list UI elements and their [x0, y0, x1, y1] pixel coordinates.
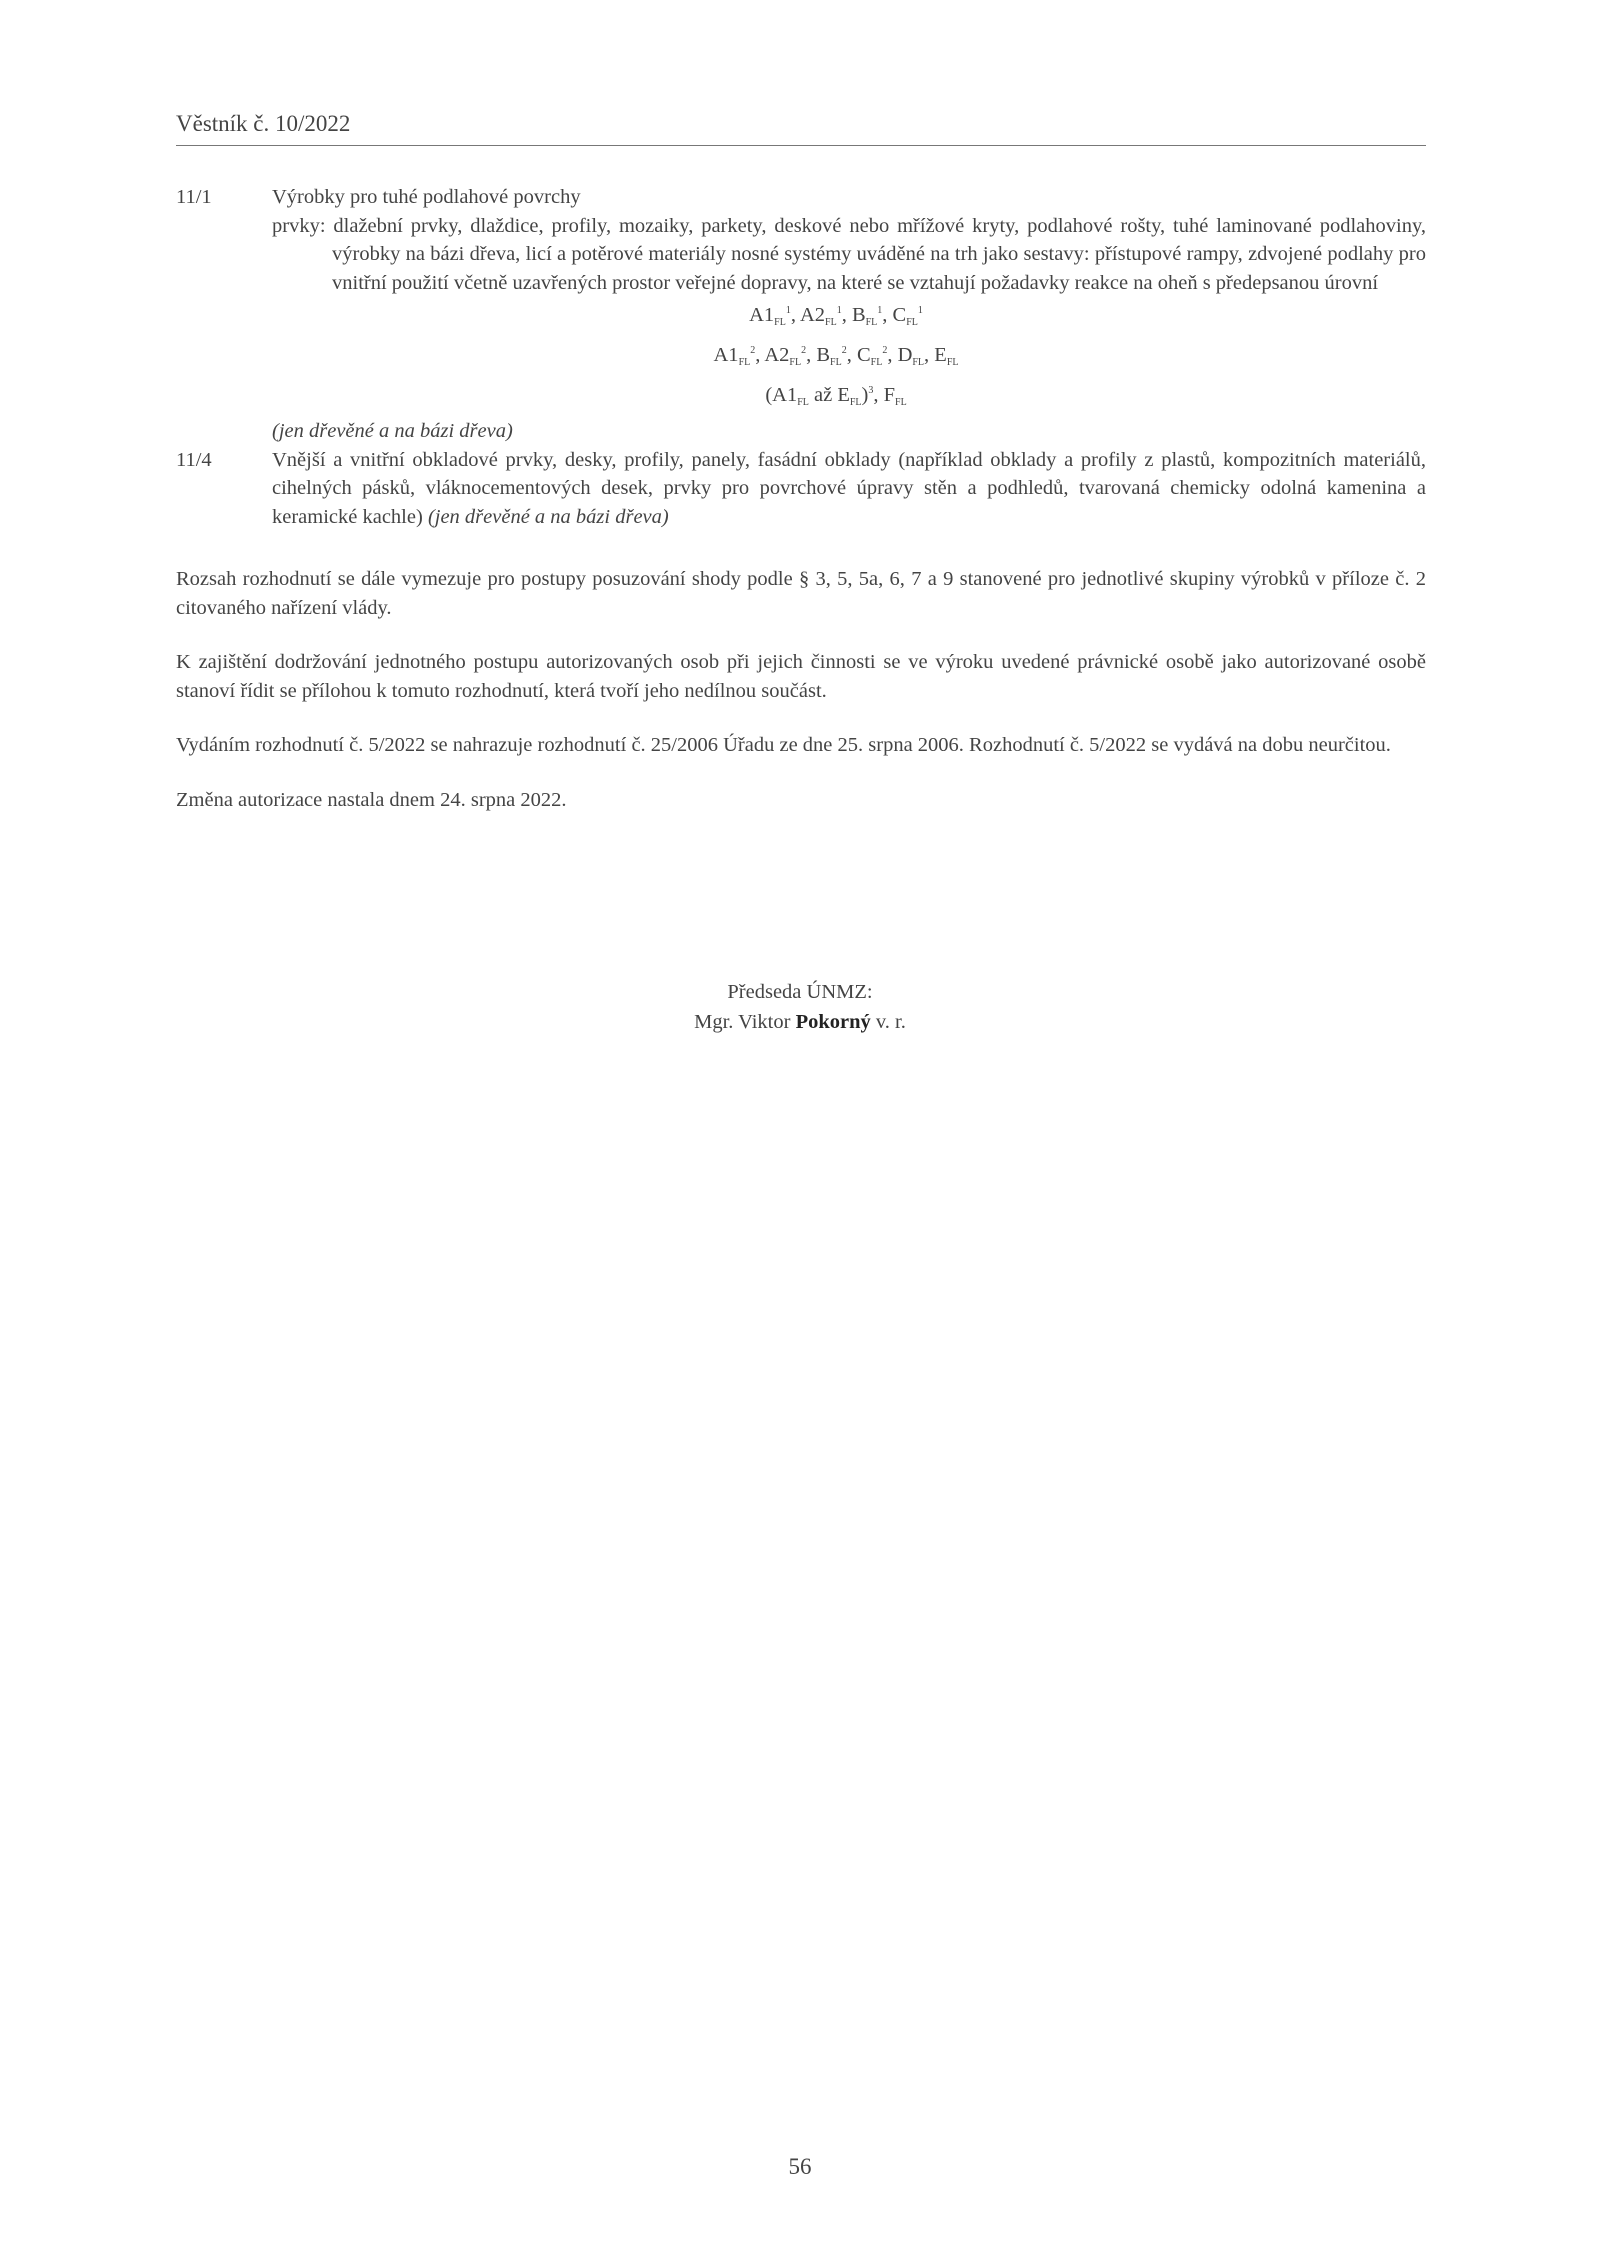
class-entry: $C_{FL}^2$,: [856, 344, 898, 368]
signature-name: Mgr. Viktor Pokorný v. r.: [694, 1011, 906, 1033]
class-entry: $B_{FL}^2$,: [816, 344, 857, 368]
item-code: 11/4: [176, 448, 212, 471]
product-group-item: [176, 446, 1426, 532]
item-text: Vnější a vnitřní obkladové prvky, desky, profily, panely, fasádní obklady (například obklady a profily z plastů, kompozitních materiálů, cihelných pásků, vláknocementových desek, prvky pro povrchové úpravy stěn a podhledů, tvarovaná chemicky odolná kamenina a keramické kachle): [272, 448, 1426, 528]
class-entry: $A1_{FL}^2$,: [713, 344, 765, 368]
class-row-3: ($A1_{FL}$ až $E_{FL})^3$, $F_{FL}$: [765, 384, 907, 408]
item-description: prvky: dlažební prvky, dlaždice, profily, mozaiky, parkety, deskové nebo mřížové kryty, podlahové rošty, tuhé laminované podlahoviny, výrobky na bázi dřeva, licí a potěrové materiály nosné systémy uváděné na trh jako sestavy: přístupové rampy, zdvojené podlahy pro vnitřní použití včetně uzavřených prostor veřejné dopravy, na které se vztahují požadavky reakce na oheň s předepsanou úrovní: [272, 214, 1426, 294]
class-entry: $A1_{FL}^1$,: [749, 304, 800, 328]
class-entry: $A2_{FL}^2$,: [764, 344, 817, 368]
paragraph-replacement: Vydáním rozhodnutí č. 5/2022 se nahrazuje rozhodnutí č. 25/2006 Úřadu ze dne 25. srpna 2006. Rozhodnutí č. 5/2022 se vydává na dobu neurčitou.: [176, 734, 1391, 756]
item-title: Výrobky pro tuhé podlahové povrchy: [272, 186, 581, 208]
item-content: [272, 446, 1426, 532]
paragraph-change-date: Změna autorizace nastala dnem 24. srpna 2022.: [176, 788, 567, 811]
page-number: 56: [788, 2154, 812, 2179]
item-code: 11/1: [176, 186, 212, 208]
signature-block: [0, 977, 1600, 1037]
fire-reaction-classes: [272, 297, 1426, 417]
paragraph-procedure: K zajištění dodržování jednotného postupu autorizovaných osob při jejich činnosti se ve výroku uvedené právnické osobě jako autorizované osobě stanoví řídit se přílohou k tomuto rozhodnutí, která tvoří jeho nedílnou součást.: [176, 651, 1426, 702]
paragraph-scope: Rozsah rozhodnutí se dále vymezuje pro postupy posuzování shody podle § 3, 5, 5a, 6, 7 a 9 stanovené pro jednotlivé skupiny výrobků v příloze č. 2 citovaného nařízení vlády.: [176, 568, 1426, 619]
page-header: Věstník č. 10/2022: [176, 111, 351, 136]
signature-role: Předseda ÚNMZ:: [727, 981, 873, 1003]
signature-surname: Pokorný: [795, 1011, 871, 1033]
class-entry: $D_{FL}$,: [897, 344, 935, 368]
header-divider: [176, 145, 1426, 146]
item-note: (jen dřevěné a na bázi dřeva): [272, 420, 513, 442]
class-row-1: [272, 297, 1400, 337]
document-body: [176, 183, 1426, 814]
class-entry: $B_{FL}^1$,: [851, 304, 893, 328]
class-entry: $A2_{FL}^1$,: [799, 304, 852, 328]
product-group-item: [176, 183, 1426, 446]
item-content: [272, 183, 1426, 446]
item-note: (jen dřevěné a na bázi dřeva): [427, 505, 669, 528]
class-entry: $C_{FL}^1$: [892, 304, 923, 328]
class-row-2: [272, 337, 1400, 377]
class-entry: $E_{FL}$: [934, 344, 959, 368]
